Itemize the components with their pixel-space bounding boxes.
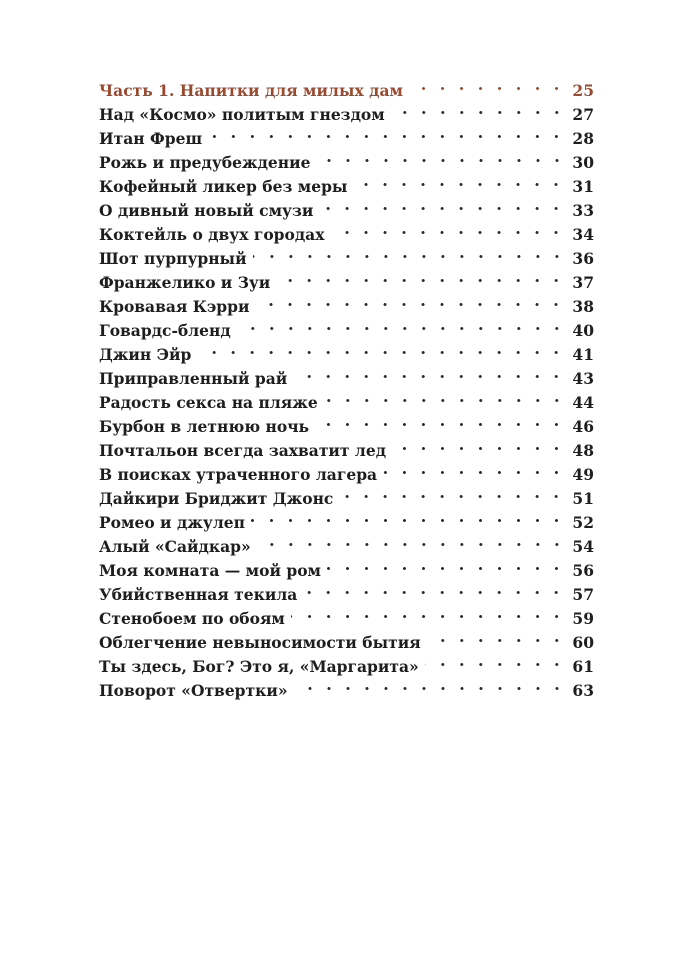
toc-entry-title: Над «Космо» политым гнездом	[99, 105, 385, 124]
toc-entry-title: Убийственная текила	[99, 585, 298, 604]
dot-leader	[324, 384, 566, 408]
toc-entry-page-number: 36	[572, 249, 594, 268]
toc-entry-page-number: 38	[572, 297, 594, 316]
toc-entry-title: Моя комната — мой ром	[99, 561, 322, 580]
toc-entry-page-number: 27	[572, 105, 594, 124]
toc-entry-page-number: 56	[572, 561, 594, 580]
toc-entry-title: Рожь и предубеждение	[99, 153, 311, 172]
toc-entry-page-number: 59	[572, 609, 594, 628]
toc-entry-page-number: 44	[572, 393, 594, 412]
table-of-contents	[99, 72, 594, 700]
dot-leader	[197, 336, 566, 360]
toc-entry-title: Шот пурпурный	[99, 249, 247, 268]
toc-entry-page-number: 51	[572, 489, 594, 508]
dot-leader	[253, 240, 566, 264]
toc-entry-title: Бурбон в летнюю ночь	[99, 417, 310, 436]
dot-leader	[391, 96, 566, 120]
dot-leader	[317, 144, 567, 168]
dot-leader	[255, 288, 566, 312]
toc-entry-page-number: 57	[572, 585, 594, 604]
toc-entry-title: Франжелико и Зуи	[99, 273, 271, 292]
dot-leader	[327, 552, 566, 576]
dot-leader	[427, 624, 566, 648]
toc-entry-list	[99, 96, 594, 700]
toc-entry-title: Коктейль о двух городах	[99, 225, 325, 244]
dot-leader	[251, 504, 566, 528]
toc-entry-page-number: 60	[572, 633, 594, 652]
toc-entry-title: Облегчение невыносимости бытия	[99, 633, 421, 652]
toc-entry-title: Поворот «Отвертки»	[99, 681, 288, 700]
toc-entry-page-number: 63	[572, 681, 594, 700]
toc-entry-page-number: 30	[572, 153, 594, 172]
dot-leader	[330, 216, 566, 240]
toc-entry-page-number: 37	[572, 273, 594, 292]
toc-entry-page-number: 31	[572, 177, 594, 196]
toc-entry-page-number: 54	[572, 537, 594, 556]
dot-leader	[409, 72, 566, 96]
toc-entry-page-number: 49	[572, 465, 594, 484]
dot-leader	[319, 192, 566, 216]
toc-entry-title: Радость секса на пляже	[99, 393, 318, 412]
toc-entry-page-number: 61	[572, 657, 594, 676]
dot-leader	[257, 528, 566, 552]
toc-entry-title: Кровавая Кэрри	[99, 297, 250, 316]
toc-entry-title: В поисках утраченного лагера	[99, 465, 378, 484]
toc-part-page-number: 25	[572, 81, 594, 100]
toc-entry-title: Почтальон всегда захватит лед	[99, 441, 387, 460]
toc-entry-title: Дайкири Бриджит Джонс	[99, 489, 334, 508]
toc-entry-title: Итан Фреш	[99, 129, 203, 148]
toc-entry-title: Стенобоем по обоям	[99, 609, 285, 628]
dot-leader	[392, 432, 566, 456]
toc-entry-title: Говардс-бленд	[99, 321, 231, 340]
toc-entry-title: Ты здесь, Бог? Это я, «Маргарита»	[99, 657, 419, 676]
dot-leader	[383, 456, 566, 480]
dot-leader	[303, 576, 566, 600]
toc-part-title: Часть 1. Напитки для милых дам	[99, 81, 403, 100]
toc-entry-title: Ромео и джулеп	[99, 513, 245, 532]
dot-leader	[293, 360, 566, 384]
dot-leader	[294, 672, 566, 696]
dot-leader	[425, 648, 566, 672]
dot-leader	[237, 312, 566, 336]
dot-leader	[291, 600, 566, 624]
toc-entry-page-number: 41	[572, 345, 594, 364]
dot-leader	[339, 480, 566, 504]
toc-entry-title: Джин Эйр	[99, 345, 192, 364]
dot-leader	[208, 120, 566, 144]
toc-entry-page-number: 46	[572, 417, 594, 436]
dot-leader	[315, 408, 566, 432]
toc-entry-page-number: 34	[572, 225, 594, 244]
toc-entry-page-number: 48	[572, 441, 594, 460]
toc-part-heading[interactable]	[99, 72, 594, 100]
toc-entry-title: Алый «Сайдкар»	[99, 537, 251, 556]
dot-leader	[276, 264, 566, 288]
toc-entry-page-number: 43	[572, 369, 594, 388]
toc-entry-title: Кофейный ликер без меры	[99, 177, 348, 196]
toc-entry-title: Приправленный рай	[99, 369, 288, 388]
toc-entry-page-number: 28	[572, 129, 594, 148]
toc-entry-page-number: 40	[572, 321, 594, 340]
dot-leader	[353, 168, 566, 192]
toc-entry-page-number: 52	[572, 513, 594, 532]
toc-entry-title: О дивный новый смузи	[99, 201, 314, 220]
toc-entry-page-number: 33	[572, 201, 594, 220]
